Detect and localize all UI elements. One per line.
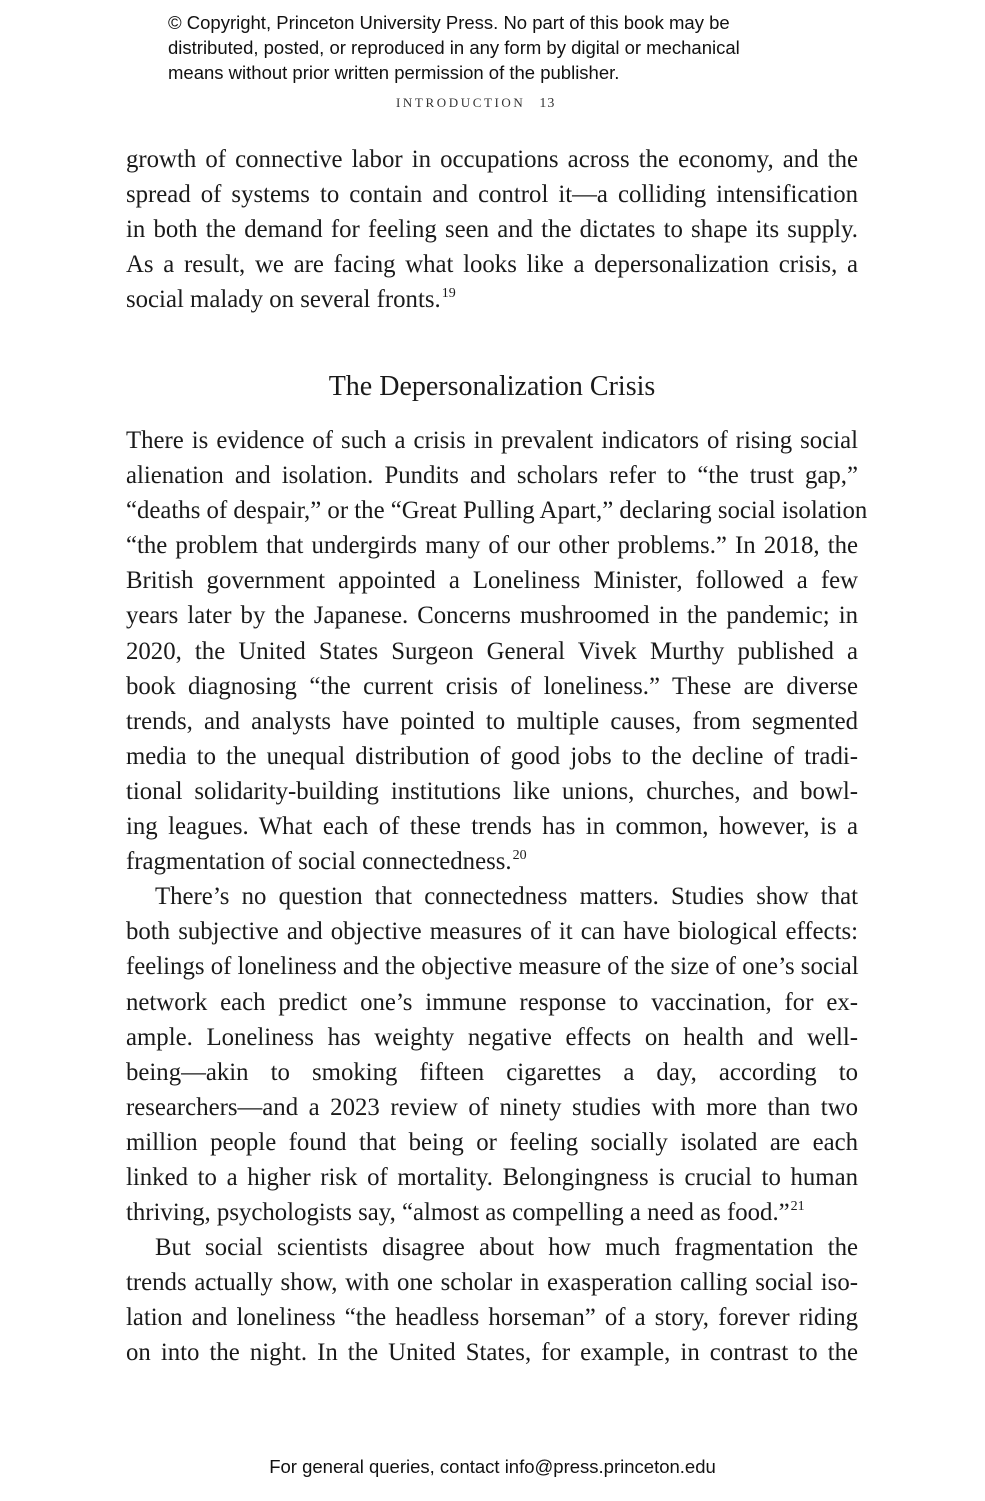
text-line: But social scientists disagree about how much fragmentation the xyxy=(155,1234,858,1262)
text-line: linked to a higher risk of mortality. Belongingness is crucial to human xyxy=(126,1163,858,1191)
running-head-section: INTRODUCTION xyxy=(396,95,526,110)
text-line: spread of systems to contain and control it—a colliding intensification xyxy=(126,181,858,209)
paragraph-1 xyxy=(126,142,858,317)
text-line: As a result, we are facing what looks like a depersonalization crisis, a xyxy=(126,251,858,279)
copyright-line: distributed, posted, or reproduced in any form by digital or mechanical xyxy=(168,37,740,58)
text-line xyxy=(126,844,858,879)
text-line: ing leagues. What each of these trends has in common, however, is a xyxy=(126,813,858,841)
text-line: years later by the Japanese. Concerns mushroomed in the pandemic; in xyxy=(126,602,858,630)
copyright-line: means without prior written permission of the publisher. xyxy=(168,62,620,83)
text-line: growth of connective labor in occupations across the economy, and the xyxy=(126,146,858,173)
text-line: There’s no question that connectedness matters. Studies show that xyxy=(155,883,858,911)
text-line-content: social malady on several fronts. xyxy=(126,286,441,314)
text-line xyxy=(126,282,858,317)
text-line: million people found that being or feeling socially isolated are each xyxy=(126,1128,858,1156)
text-line: both subjective and objective measures of it can have biological effects: xyxy=(126,918,858,946)
text-line: researchers—and a 2023 review of ninety studies with more than two xyxy=(126,1093,858,1121)
text-line: book diagnosing “the current crisis of loneliness.” These are diverse xyxy=(126,672,858,700)
page-number: 13 xyxy=(539,96,556,111)
footnote-marker[interactable]: 20 xyxy=(512,848,527,864)
text-line: 2020, the United States Surgeon General Vivek Murthy published a xyxy=(126,637,858,665)
text-line: lation and loneliness “the headless horseman” of a story, forever riding xyxy=(126,1304,858,1332)
copyright-notice xyxy=(168,10,868,85)
text-line-content: fragmentation of social connectedness. xyxy=(126,848,512,876)
footer-contact: For general queries, contact info@press.princeton.edu xyxy=(269,1456,716,1477)
text-line: being—akin to smoking fifteen cigarettes a day, according to xyxy=(126,1058,858,1086)
text-line: British government appointed a Loneliness Minister, followed a few xyxy=(126,567,858,595)
text-line: tional solidarity-building institutions like unions, churches, and bowl- xyxy=(126,777,858,805)
text-line: trends, and analysts have pointed to multiple causes, from segmented xyxy=(126,707,858,735)
text-line: “the problem that undergirds many of our other problems.” In 2018, the xyxy=(126,532,858,560)
section-heading: The Depersonalization Crisis xyxy=(328,371,656,402)
text-line: There is evidence of such a crisis in prevalent indicators of rising social xyxy=(126,427,858,454)
text-line: media to the unequal distribution of good jobs to the decline of tradi- xyxy=(126,742,858,770)
text-line: network each predict one’s immune response to vaccination, for ex- xyxy=(126,988,858,1016)
text-line: feelings of loneliness and the objective measure of the size of one’s social xyxy=(126,953,859,981)
text-line xyxy=(126,1195,858,1230)
footnote-marker[interactable]: 19 xyxy=(441,286,456,302)
text-line: ample. Loneliness has weighty negative effects on health and well- xyxy=(126,1023,858,1051)
text-line: trends actually show, with one scholar in exasperation calling social iso- xyxy=(126,1269,858,1297)
text-line-content: thriving, psychologists say, “almost as compelling a need as food.” xyxy=(126,1199,790,1227)
text-line: “deaths of despair,” or the “Great Pulling Apart,” declaring social isolation xyxy=(126,497,868,525)
text-line: on into the night. In the United States, for example, in contrast to the xyxy=(126,1339,858,1367)
text-line: in both the demand for feeling seen and the dictates to shape its supply. xyxy=(126,216,858,244)
footnote-marker[interactable]: 21 xyxy=(790,1199,805,1215)
section-body xyxy=(126,423,868,1371)
text-line: alienation and isolation. Pundits and scholars refer to “the trust gap,” xyxy=(126,462,858,490)
copyright-line: © Copyright, Princeton University Press. No part of this book may be xyxy=(168,12,730,33)
running-head xyxy=(396,95,555,112)
